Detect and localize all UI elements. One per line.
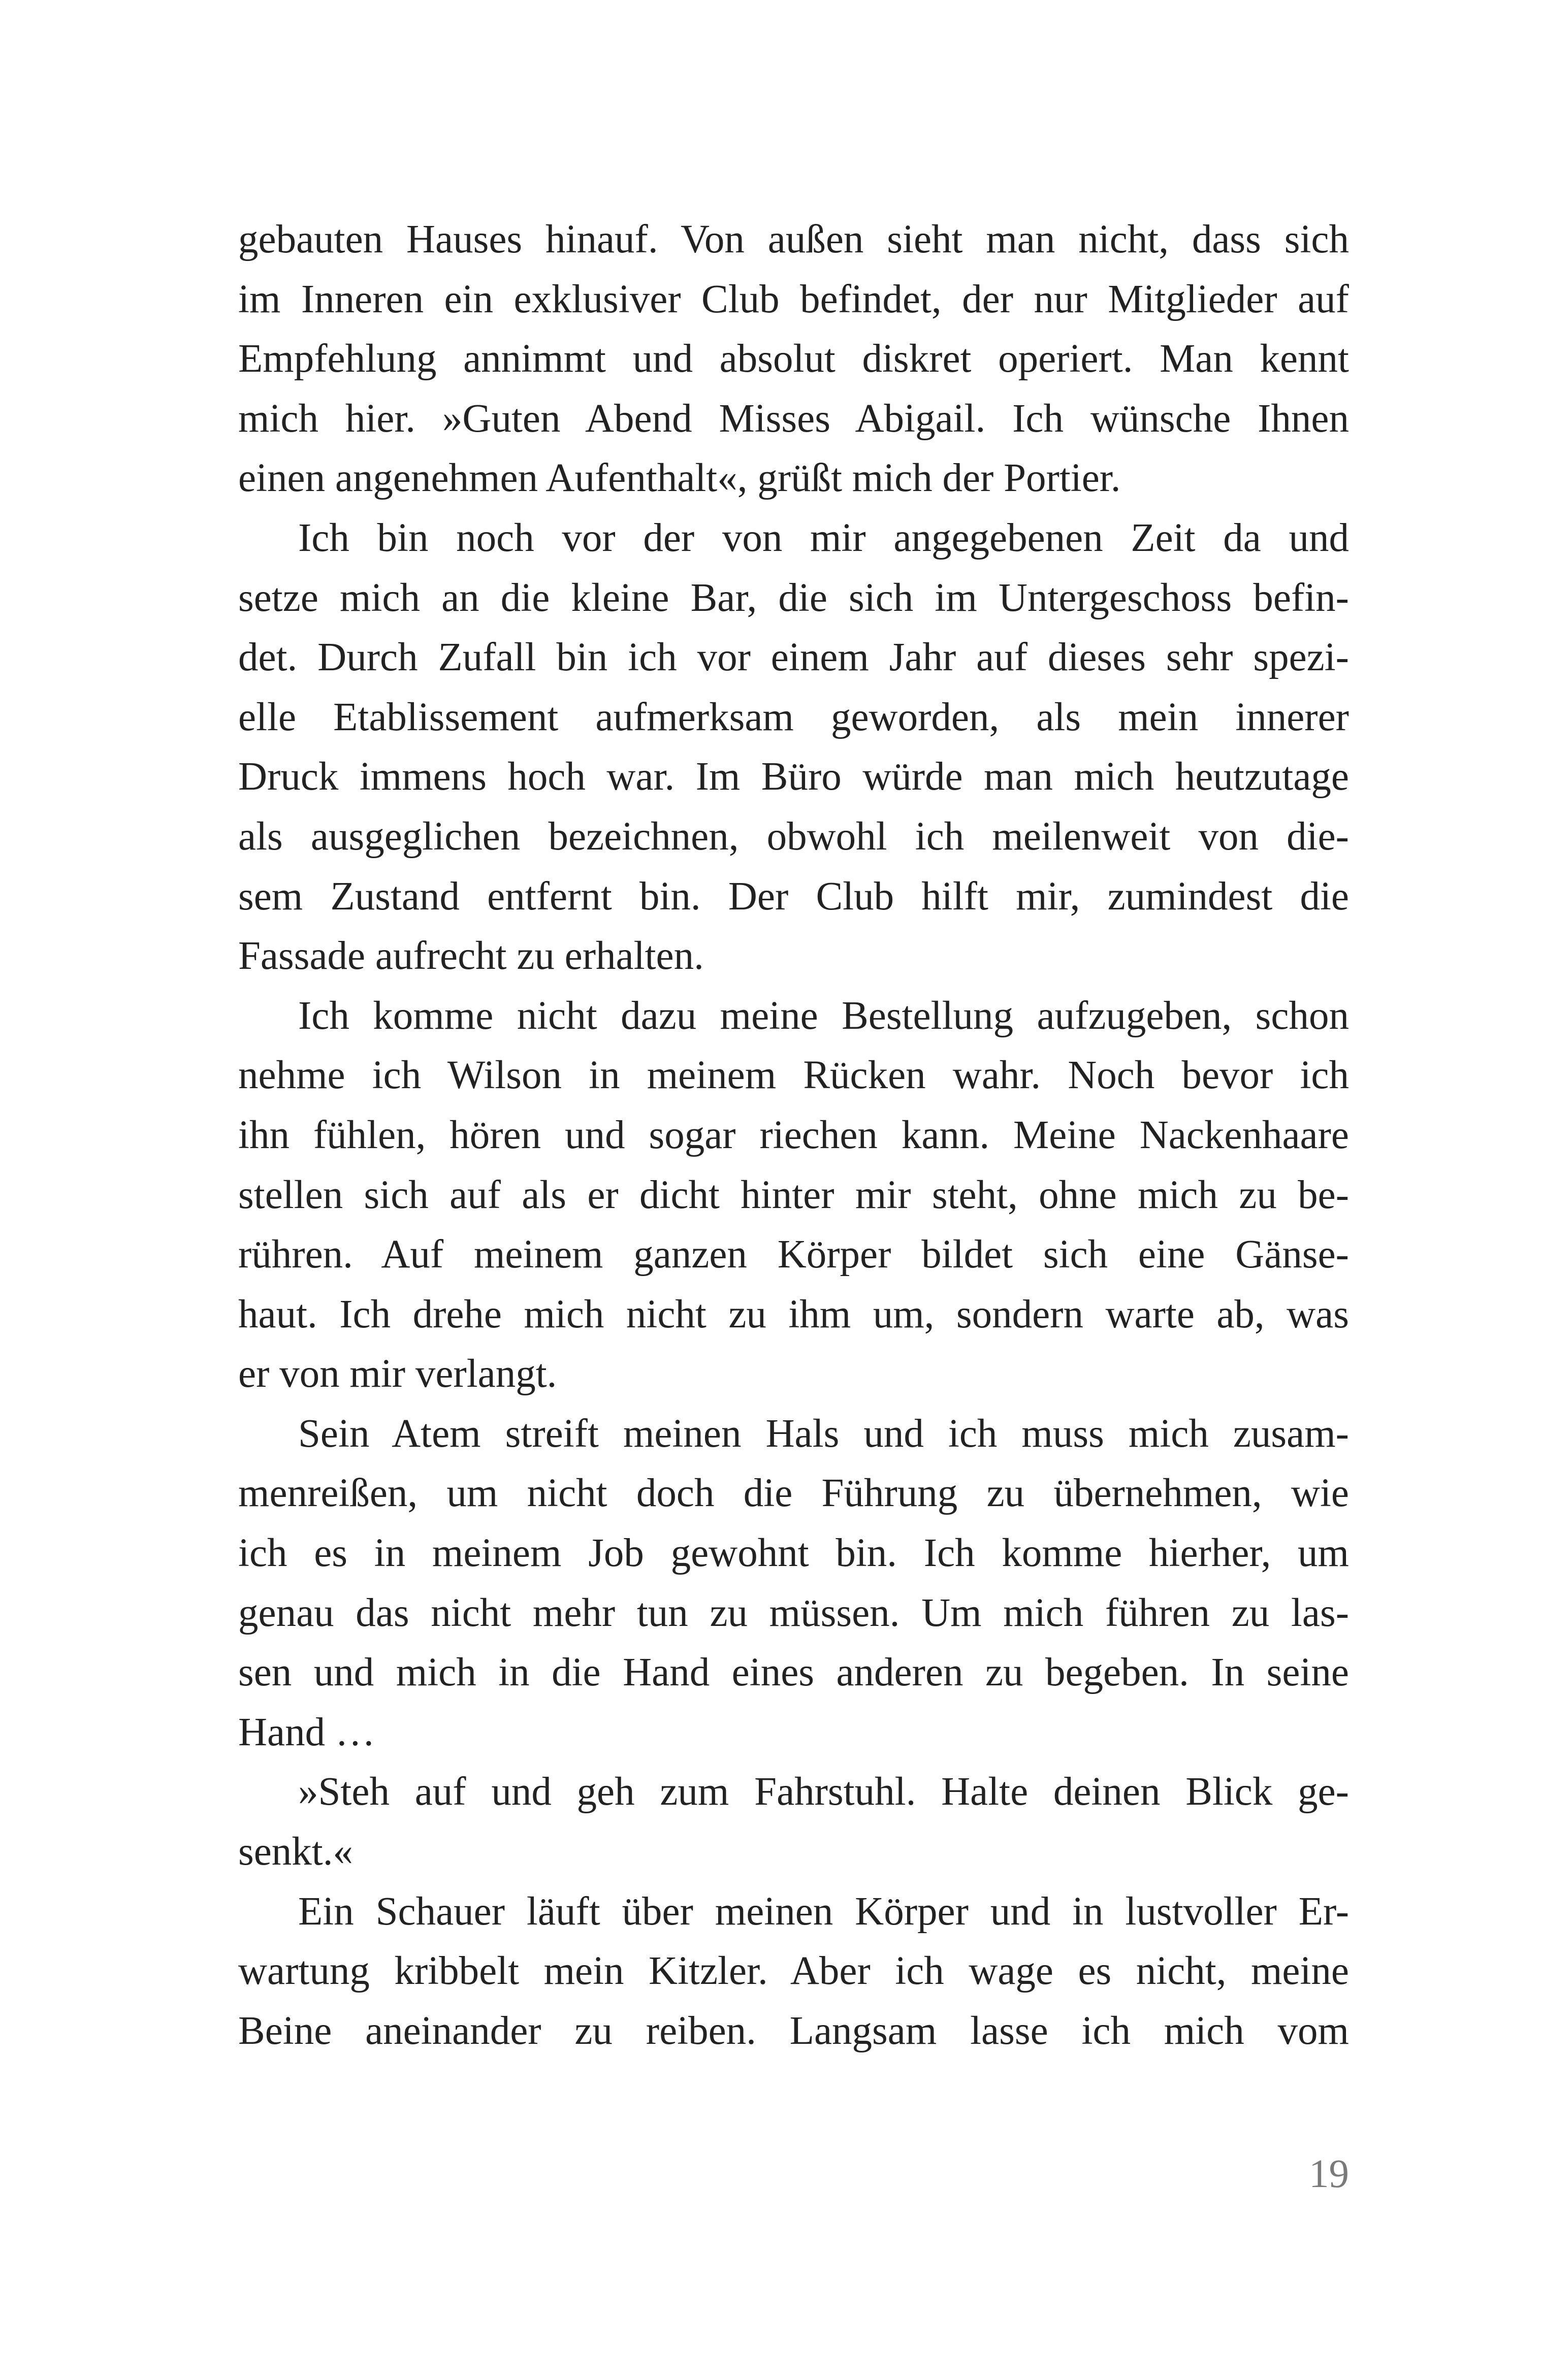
text-line: Empfehlung annimmt und absolut diskret operiert. Man kennt (238, 337, 1349, 381)
text-line: Fassade aufrecht zu erhalten. (238, 934, 704, 979)
text-line: einen angenehmen Aufenthalt«, grüßt mich der Portier. (238, 456, 1121, 501)
body-text (238, 210, 1349, 2061)
text-line: det. Durch Zufall bin ich vor einem Jahr auf dieses sehr spezi- (238, 635, 1349, 680)
text-line: haut. Ich drehe mich nicht zu ihm um, sondern warte ab, was (238, 1292, 1349, 1336)
text-line: Ich bin noch vor der von mir angegebenen Zeit da und (298, 515, 1349, 560)
text-line: Ich komme nicht dazu meine Bestellung aufzugeben, schon (298, 993, 1349, 1038)
text-line: als ausgeglichen bezeichnen, obwohl ich meilenweit von die- (238, 814, 1349, 859)
page-number: 19 (1309, 2152, 1349, 2196)
text-line: sem Zustand entfernt bin. Der Club hilft mir, zumindest die (238, 874, 1349, 919)
text-line: wartung kribbelt mein Kitzler. Aber ich wage es nicht, meine (238, 1949, 1349, 1994)
text-line: »Steh auf und geh zum Fahrstuhl. Halte deinen Blick ge- (298, 1770, 1349, 1814)
text-line: rühren. Auf meinem ganzen Körper bildet sich eine Gänse- (238, 1232, 1349, 1277)
text-line: ich es in meinem Job gewohnt bin. Ich komme hierher, um (238, 1531, 1349, 1576)
text-line: stellen sich auf als er dicht hinter mir steht, ohne mich zu be- (238, 1172, 1349, 1217)
text-line: menreißen, um nicht doch die Führung zu übernehmen, wie (238, 1471, 1349, 1516)
text-line: Sein Atem streift meinen Hals und ich muss mich zusam- (298, 1411, 1349, 1456)
text-line: mich hier. »Guten Abend Misses Abigail. Ich wünsche Ihnen (238, 396, 1349, 441)
text-line: Beine aneinander zu reiben. Langsam lasse ich mich vom (238, 2008, 1349, 2053)
text-line: elle Etablissement aufmerksam geworden, als mein innerer (238, 695, 1349, 739)
text-line: nehme ich Wilson in meinem Rücken wahr. Noch bevor ich (238, 1053, 1349, 1098)
text-line: setze mich an die kleine Bar, die sich im Untergeschoss befin- (238, 575, 1349, 620)
text-line: Hand … (238, 1710, 375, 1754)
text-line: genau das nicht mehr tun zu müssen. Um mich führen zu las- (238, 1590, 1349, 1635)
text-line: senkt.« (238, 1830, 354, 1874)
text-line: gebauten Hauses hinauf. Von außen sieht man nicht, dass sich (238, 217, 1349, 262)
text-line: im Inneren ein exklusiver Club befindet, der nur Mitglieder auf (238, 277, 1349, 321)
text-line: Druck immens hoch war. Im Büro würde man mich heutzutage (238, 755, 1349, 799)
text-line: Ein Schauer läuft über meinen Körper und in lustvoller Er- (298, 1889, 1349, 1934)
text-line: sen und mich in die Hand eines anderen zu begeben. In seine (238, 1650, 1349, 1695)
text-line: er von mir verlangt. (238, 1352, 557, 1396)
text-line: ihn fühlen, hören und sogar riechen kann. Meine Nackenhaare (238, 1113, 1349, 1157)
